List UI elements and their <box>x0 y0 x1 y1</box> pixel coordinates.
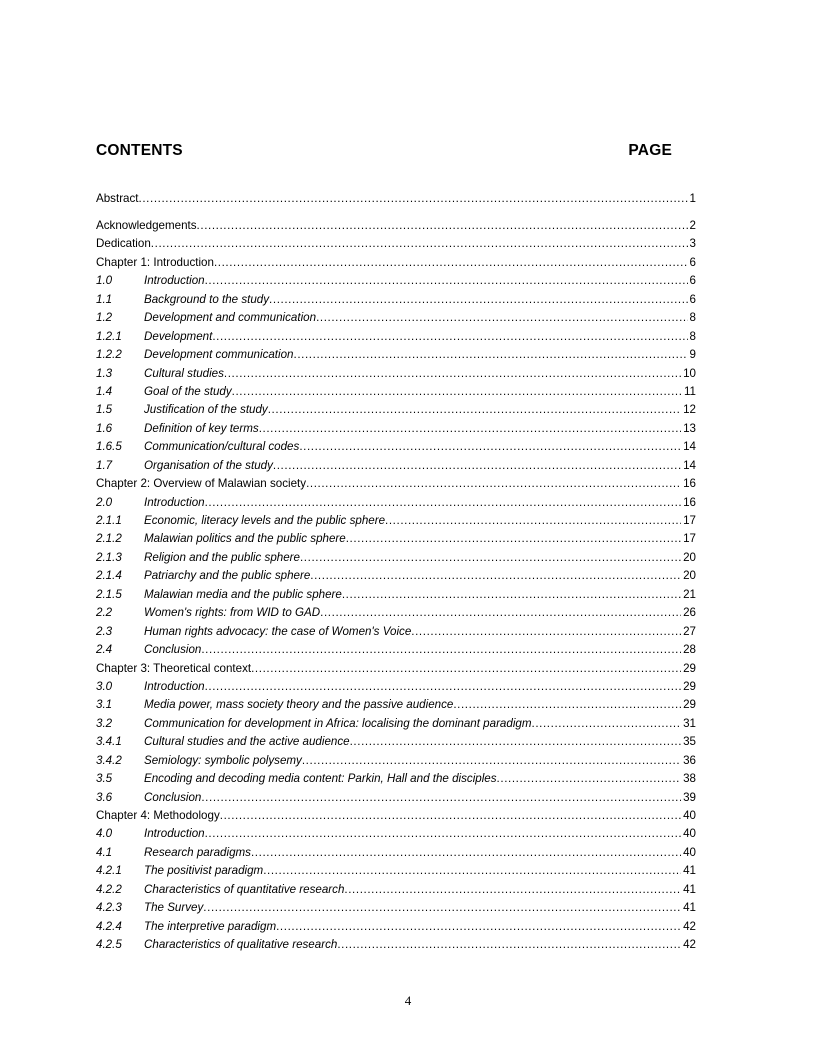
dot-leader <box>212 328 687 346</box>
toc-entry-page: 42 <box>683 938 696 952</box>
toc-entry-title: Chapter 1: Introduction <box>96 255 214 269</box>
toc-entry-number: 2.0 <box>96 495 113 509</box>
toc-entry-page: 12 <box>683 403 696 417</box>
toc-entry-title: Communication/cultural codes <box>144 440 300 454</box>
toc-entry-number: 1.6.5 <box>96 440 122 454</box>
dot-leader <box>299 438 681 456</box>
toc-entry-title: Acknowledgements <box>96 219 197 233</box>
contents-heading: CONTENTS <box>96 142 183 159</box>
dot-leader <box>201 641 681 659</box>
toc-entry-page: 8 <box>689 329 696 343</box>
toc-entry-title: Development <box>144 329 213 343</box>
toc-entry <box>96 586 696 604</box>
toc-entry-title: The positivist paradigm <box>144 864 264 878</box>
toc-entry <box>96 494 696 512</box>
toc-entry <box>96 881 696 899</box>
toc-entry-title: Patriarchy and the public sphere <box>144 569 311 583</box>
toc-entry <box>96 567 696 585</box>
toc-entry <box>96 807 696 825</box>
toc-entry <box>96 475 696 493</box>
toc-entry-number: 2.2 <box>96 606 113 620</box>
toc-entry-title: Semiology: symbolic polysemy <box>144 753 302 767</box>
toc-entry-number: 4.0 <box>96 827 113 841</box>
toc-entry-title: Economic, literacy levels and the public sphere <box>144 514 386 528</box>
toc-entry <box>96 383 696 401</box>
toc-entry-number: 4.2.3 <box>96 901 122 915</box>
toc-entry-title: Goal of the study <box>144 384 232 398</box>
toc-entry-page: 6 <box>689 292 696 306</box>
toc-entry-title: Communication for development in Africa: localising the dominant paradigm <box>144 716 532 730</box>
toc-entry-page: 31 <box>683 716 696 730</box>
toc-entry-page: 28 <box>683 643 696 657</box>
toc-entry-number: 1.2.2 <box>96 348 122 362</box>
toc-entry-number: 1.1 <box>96 292 113 306</box>
toc-entry <box>96 235 696 253</box>
toc-entry-number: 1.4 <box>96 384 113 398</box>
toc-entry-page: 35 <box>683 735 696 749</box>
toc-entry-page: 14 <box>683 440 696 454</box>
dot-leader <box>197 217 688 235</box>
toc-entry-title: Human rights advocacy: the case of Women's Voice <box>144 624 412 638</box>
toc-entry-title: Conclusion <box>144 790 202 804</box>
toc-entry-number: 3.4.2 <box>96 753 122 767</box>
dot-leader <box>306 475 681 493</box>
toc-entry <box>96 752 696 770</box>
toc-entry-page: 2 <box>689 219 696 233</box>
toc-entry <box>96 936 696 954</box>
toc-entry-number: 1.3 <box>96 366 113 380</box>
toc-entry-title: The interpretive paradigm <box>144 919 277 933</box>
dot-leader <box>300 549 681 567</box>
toc-entry-title: Women's rights: from WID to GAD <box>144 606 321 620</box>
toc-entry-page: 36 <box>683 753 696 767</box>
toc-entry-page: 9 <box>689 348 696 362</box>
toc-entry <box>96 401 696 419</box>
toc-entry-page: 16 <box>683 495 696 509</box>
page-number: 4 <box>404 993 412 1008</box>
dot-leader <box>273 457 681 475</box>
toc-entry-number: 2.1.1 <box>96 514 122 528</box>
toc-entry-title: Introduction <box>144 827 205 841</box>
toc-entry-number: 1.2.1 <box>96 329 122 343</box>
toc-entry-title: Chapter 2: Overview of Malawian society <box>96 477 307 491</box>
toc-entry-title: Abstract <box>96 192 139 205</box>
dot-leader <box>337 936 681 954</box>
toc-entry-title: Characteristics of quantitative research <box>144 882 345 896</box>
toc-entry <box>96 862 696 880</box>
toc-entry-page: 6 <box>689 255 696 269</box>
dot-leader <box>342 586 681 604</box>
toc-entry <box>96 844 696 862</box>
toc-entry-title: Cultural studies and the active audience <box>144 735 350 749</box>
dot-leader <box>411 623 681 641</box>
toc-entry <box>96 328 696 346</box>
toc-entry-number: 1.2 <box>96 311 113 325</box>
contents-header <box>96 142 672 160</box>
toc-entry <box>96 512 696 530</box>
toc-entry <box>96 789 696 807</box>
toc-entry-page: 14 <box>683 458 696 472</box>
toc-entry <box>96 190 696 208</box>
toc-entry <box>96 770 696 788</box>
toc-entry-title: Dedication <box>96 237 151 251</box>
toc-entry-title: Chapter 3: Theoretical context <box>96 661 252 675</box>
toc-entry-title: Introduction <box>144 495 205 509</box>
toc-entry-title: Definition of key terms <box>144 421 259 435</box>
toc-entry-number: 3.4.1 <box>96 735 122 749</box>
toc-entry-page: 13 <box>683 421 696 435</box>
toc-entry-number: 1.0 <box>96 274 113 288</box>
toc-entry-number: 4.2.5 <box>96 938 122 952</box>
toc-entry-page: 16 <box>683 477 696 491</box>
toc-entry-title: Cultural studies <box>144 366 224 380</box>
dot-leader <box>453 696 681 714</box>
toc-entry-page: 1 <box>689 192 696 205</box>
toc-entry <box>96 254 696 272</box>
dot-leader <box>205 678 682 696</box>
dot-leader <box>344 881 681 899</box>
toc-entry <box>96 365 696 383</box>
dot-leader <box>259 420 681 438</box>
dot-leader <box>294 346 688 364</box>
toc-entry <box>96 530 696 548</box>
dot-leader <box>205 272 688 290</box>
toc-entry-number: 1.7 <box>96 458 113 472</box>
dot-leader <box>139 190 688 208</box>
toc-entry-number: 1.5 <box>96 403 113 417</box>
toc-entry <box>96 272 696 290</box>
dot-leader <box>532 715 682 733</box>
dot-leader <box>263 862 681 880</box>
toc-entry-page: 21 <box>683 587 696 601</box>
toc-entry <box>96 217 696 235</box>
toc-entry-title: Chapter 4: Methodology <box>96 809 220 823</box>
toc-entry-number: 2.4 <box>96 643 113 657</box>
toc-entry-page: 41 <box>683 882 696 896</box>
toc-entry-number: 3.6 <box>96 790 113 804</box>
toc-entry-page: 29 <box>683 679 696 693</box>
toc-entry-number: 3.1 <box>96 698 113 712</box>
dot-leader <box>316 309 687 327</box>
toc-entry-page: 6 <box>689 274 696 288</box>
toc-entry-title: The Survey <box>144 901 204 915</box>
toc-entry-number: 4.2.1 <box>96 864 122 878</box>
toc-entry-number: 2.1.2 <box>96 532 122 546</box>
toc-entry-title: Religion and the public sphere <box>144 550 300 564</box>
toc-entry <box>96 641 696 659</box>
toc-entry <box>96 733 696 751</box>
toc-entry-page: 40 <box>683 809 696 823</box>
dot-leader <box>203 899 681 917</box>
toc-entry <box>96 604 696 622</box>
toc-entry <box>96 918 696 936</box>
toc-entry-number: 4.2.2 <box>96 882 122 896</box>
table-of-contents <box>96 190 696 955</box>
dot-leader <box>220 807 681 825</box>
dot-leader <box>320 604 681 622</box>
toc-entry-title: Malawian politics and the public sphere <box>144 532 346 546</box>
toc-entry-page: 38 <box>683 772 696 786</box>
toc-entry-number: 2.1.3 <box>96 550 122 564</box>
toc-entry-title: Conclusion <box>144 643 202 657</box>
dot-leader <box>232 383 682 401</box>
toc-entry-page: 40 <box>683 827 696 841</box>
toc-entry-page: 17 <box>683 514 696 528</box>
toc-entry-page: 27 <box>683 624 696 638</box>
toc-entry-page: 10 <box>683 366 696 380</box>
toc-entry-title: Introduction <box>144 274 205 288</box>
dot-leader <box>151 235 688 253</box>
dot-leader <box>302 752 681 770</box>
toc-entry <box>96 825 696 843</box>
dot-leader <box>346 530 681 548</box>
dot-leader <box>310 567 681 585</box>
toc-entry-page: 29 <box>683 661 696 675</box>
toc-entry <box>96 899 696 917</box>
dot-leader <box>350 733 681 751</box>
toc-entry <box>96 696 696 714</box>
toc-entry-title: Characteristics of qualitative research <box>144 938 338 952</box>
toc-entry-number: 1.6 <box>96 421 113 435</box>
toc-entry <box>96 309 696 327</box>
toc-entry <box>96 457 696 475</box>
dot-leader <box>497 770 682 788</box>
dot-leader <box>276 918 681 936</box>
dot-leader <box>205 825 682 843</box>
toc-entry-page: 29 <box>683 698 696 712</box>
toc-entry <box>96 660 696 678</box>
toc-entry-page: 20 <box>683 550 696 564</box>
toc-entry-page: 8 <box>689 311 696 325</box>
toc-entry-number: 3.0 <box>96 679 113 693</box>
toc-entry-number: 4.2.4 <box>96 919 122 933</box>
toc-entry-page: 11 <box>683 384 696 398</box>
toc-entry-title: Encoding and decoding media content: Parkin, Hall and the disciples <box>144 772 497 786</box>
toc-entry <box>96 346 696 364</box>
dot-leader <box>269 291 688 309</box>
toc-entry <box>96 623 696 641</box>
toc-entry-number: 2.3 <box>96 624 113 638</box>
toc-entry-title: Justification of the study <box>144 403 268 417</box>
dot-leader <box>214 254 688 272</box>
toc-entry-number: 4.1 <box>96 845 113 859</box>
page-column-heading: PAGE <box>628 142 672 159</box>
toc-entry-page: 17 <box>683 532 696 546</box>
toc-entry-title: Research paradigms <box>144 845 251 859</box>
toc-entry <box>96 715 696 733</box>
dot-leader <box>201 789 681 807</box>
toc-entry-number: 3.5 <box>96 772 113 786</box>
dot-leader <box>268 401 681 419</box>
dot-leader <box>224 365 681 383</box>
toc-entry-title: Introduction <box>144 679 205 693</box>
toc-entry <box>96 678 696 696</box>
dot-leader <box>205 494 682 512</box>
toc-entry-title: Development and communication <box>144 311 317 325</box>
toc-entry-title: Media power, mass society theory and the passive audience <box>144 698 454 712</box>
toc-entry-title: Malawian media and the public sphere <box>144 587 342 601</box>
toc-entry-title: Background to the study <box>144 292 270 306</box>
toc-entry-title: Development communication <box>144 348 294 362</box>
dot-leader <box>251 844 681 862</box>
toc-entry <box>96 420 696 438</box>
toc-entry-page: 26 <box>683 606 696 620</box>
toc-entry <box>96 438 696 456</box>
toc-entry-page: 39 <box>683 790 696 804</box>
toc-entry-number: 3.2 <box>96 716 113 730</box>
toc-entry-page: 20 <box>683 569 696 583</box>
dot-leader <box>251 660 681 678</box>
toc-entry-page: 42 <box>683 919 696 933</box>
toc-entry-page: 3 <box>689 237 696 251</box>
dot-leader <box>385 512 681 530</box>
toc-entry-page: 41 <box>683 864 696 878</box>
toc-entry-page: 41 <box>683 901 696 915</box>
toc-entry-page: 40 <box>683 845 696 859</box>
toc-entry-number: 2.1.5 <box>96 587 122 601</box>
toc-entry-title: Organisation of the study <box>144 458 273 472</box>
toc-entry-number: 2.1.4 <box>96 569 122 583</box>
toc-entry <box>96 291 696 309</box>
toc-entry <box>96 549 696 567</box>
